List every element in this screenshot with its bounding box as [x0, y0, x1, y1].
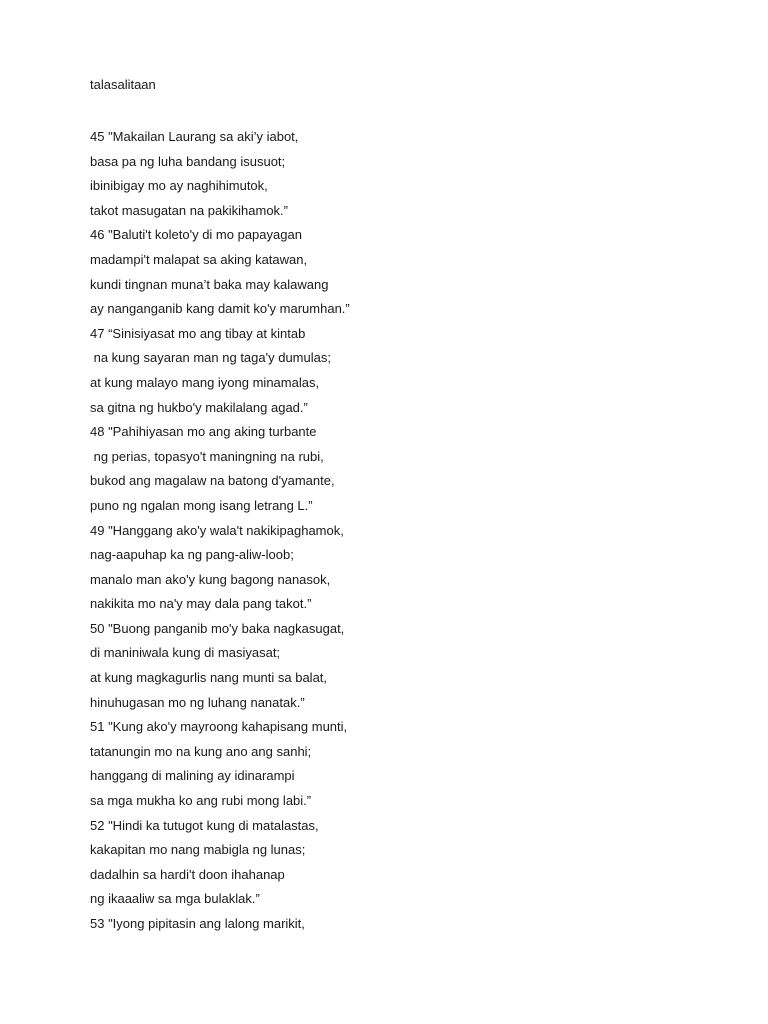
poem-line: 50 "Buong panganib mo'y baka nagkasugat, [90, 620, 345, 636]
poem-body [90, 125, 730, 937]
poem-line: manalo man ako'y kung bagong nanasok, [90, 571, 331, 587]
poem-line: dadalhin sa hardi't doon ihahanap [90, 866, 285, 882]
poem-line: tatanungin mo na kung ano ang sanhi; [90, 743, 312, 759]
poem-line: 48 "Pahihiyasan mo ang aking turbante [90, 424, 317, 440]
poem-line: kakapitan mo nang mabigla ng lunas; [90, 842, 306, 858]
poem-line: hinuhugasan mo ng luhang nanatak.” [90, 694, 305, 710]
poem-line: 46 "Baluti't koleto'y di mo papayagan [90, 227, 302, 243]
poem-line: ng ikaaaliw sa mga bulaklak.” [90, 891, 260, 907]
poem-line: hanggang di malining ay idinarampi [90, 768, 295, 784]
poem-line: bukod ang magalaw na batong d'yamante, [90, 473, 335, 489]
poem-line: 52 "Hindi ka tutugot kung di matalastas, [90, 817, 319, 833]
poem-line: ng perias, topasyo't maningning na rubi, [90, 448, 324, 464]
poem-line: madampi't malapat sa aking katawan, [90, 251, 308, 267]
poem-line: 51 "Kung ako'y mayroong kahapisang munti, [90, 719, 348, 735]
poem-line: nag-aapuhap ka ng pang-aliw-loob; [90, 547, 294, 563]
poem-line: 49 "Hanggang ako'y wala't nakikipaghamok, [90, 522, 344, 538]
poem-line: 47 “Sinisiyasat mo ang tibay at kintab [90, 325, 306, 341]
poem-line: puno ng ngalan mong isang letrang L.” [90, 497, 313, 513]
poem-line: at kung magkagurlis nang munti sa balat, [90, 670, 328, 686]
poem-line: 53 "Iyong pipitasin ang lalong marikit, [90, 916, 305, 931]
poem-line: na kung sayaran man ng taga'y dumulas; [90, 350, 331, 366]
poem-line: basa pa ng luha bandang isusuot; [90, 153, 286, 169]
poem-line: 45 "Makailan Laurang sa aki’y iabot, [90, 129, 299, 144]
poem-line: sa gitna ng hukbo'y makilalang agad.” [90, 399, 308, 415]
poem-line: nakikita mo na'y may dala pang takot.” [90, 596, 312, 612]
poem-line: takot masugatan na pakikihamok.” [90, 202, 288, 218]
document-title: talasalitaan [90, 77, 156, 92]
poem-line: at kung malayo mang iyong minamalas, [90, 374, 320, 390]
poem-line: ay nanganganib kang damit ko'y marumhan.” [90, 301, 350, 317]
poem-line: kundi tingnan muna’t baka may kalawang [90, 276, 329, 292]
poem-line: ibinibigay mo ay naghihimutok, [90, 178, 268, 194]
poem-line: di maniniwala kung di masiyasat; [90, 645, 281, 661]
poem-line: sa mga mukha ko ang rubi mong labi.” [90, 793, 312, 809]
